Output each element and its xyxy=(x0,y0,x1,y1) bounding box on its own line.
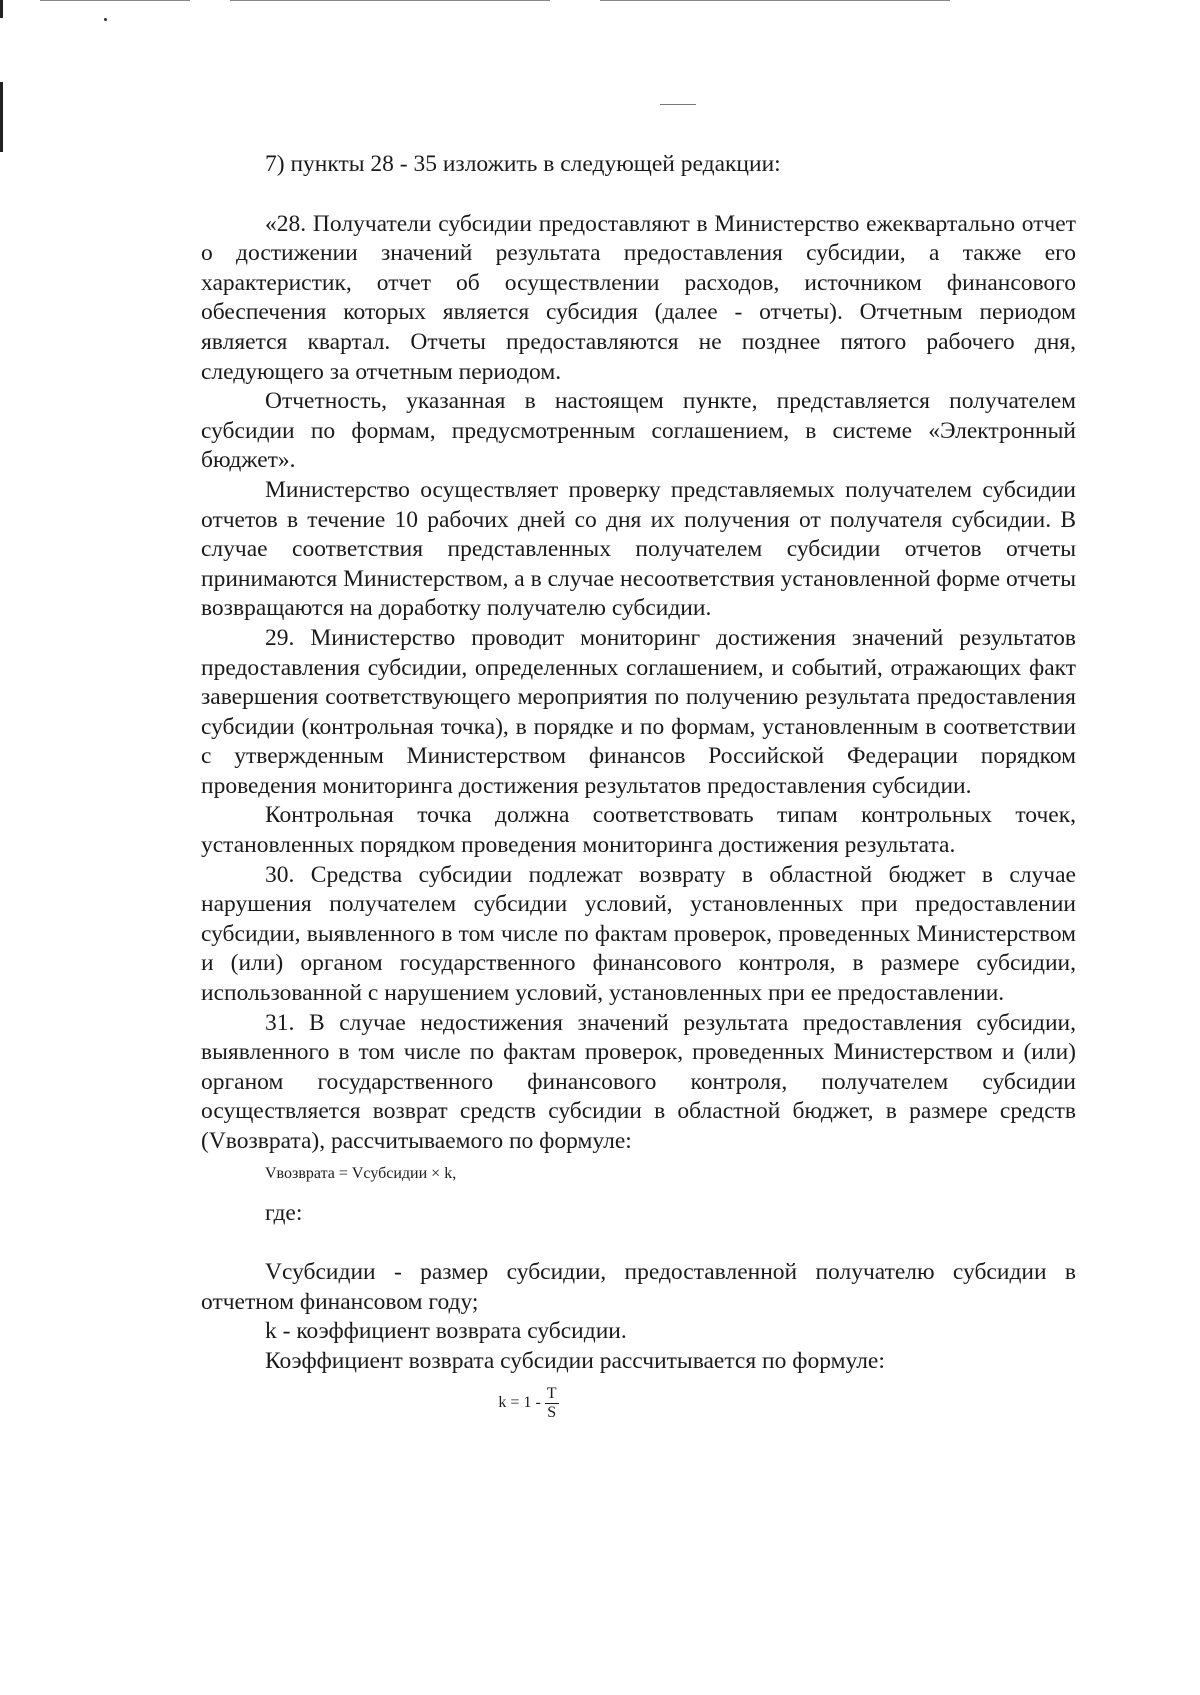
return-volume-formula: Vвозврата = Vсубсидии × k, xyxy=(265,1164,457,1182)
scan-mark xyxy=(660,104,696,105)
document-body xyxy=(201,150,1076,1422)
scan-top-rule xyxy=(600,0,950,1)
return-coefficient-formula xyxy=(201,1385,1076,1422)
formula-fraction xyxy=(545,1385,559,1422)
scan-speck xyxy=(104,18,107,21)
paragraph-30: 30. Средства субсидии подлежат возврату в областной бюджет в случае нарушения получателем субсидии условий, установленных при предоставлении субсидии, выявленного в том числе по фактам проверок, проведенных Министерством и (или) органом государственного финансового контроля, в размере субсидии, использованной с нарушением условий, установленных при ее предоставлении. xyxy=(201,861,1076,1007)
paragraph-29: 29. Министерство проводит мониторинг достижения значений результатов предоставления субсидии, определенных соглашением, и событий, отражающих факт завершения соответствующего мероприятия по получению результата предоставления субсидии (контрольная точка), в порядке и по формам, установленным в соответствии с утвержденным Министерством финансов Российской Федерации порядком проведения мониторинга достижения результатов предоставления субсидии. xyxy=(201,624,1076,799)
scan-edge-mid xyxy=(0,82,3,152)
definition-v-subsidy: Vсубсидии - размер субсидии, предоставленной получателю субсидии в отчетном финансовом году; xyxy=(201,1259,1076,1315)
paragraph-control-point: Контрольная точка должна соответствовать типам контрольных точек, установленных порядком проведения мониторинга достижения результата. xyxy=(201,802,1076,859)
scan-edge-top xyxy=(0,0,3,18)
definition-k: k - коэффициент возврата субсидии. xyxy=(265,1318,627,1345)
fraction-denominator: S xyxy=(547,1403,557,1421)
paragraph-31: 31. В случае недостижения значений результата предоставления субсидии, выявленного в том числе по фактам проверок, проведенных Министерством и (или) органом государственного финансового контроля, получателем субсидии осуществляется возврат средств субсидии в областной бюджет, в размере средств (Vвозврата), рассчитываемого по формуле: xyxy=(201,1009,1076,1154)
fraction-numerator: T xyxy=(546,1384,557,1402)
intro-line: 7) пункты 28 - 35 изложить в следующей редакции: xyxy=(265,151,781,177)
where-label: где: xyxy=(265,1199,303,1226)
scan-top-rule xyxy=(40,0,190,1)
scan-top-rule xyxy=(230,0,550,1)
paragraph-reporting: Отчетность, указанная в настоящем пункте, представляется получателем субсидии по формам, предусмотренным соглашением, в системе «Электронный бюджет». xyxy=(201,388,1076,474)
definition-k-formula-intro: Коэффициент возврата субсидии рассчитывается по формуле: xyxy=(265,1347,885,1374)
paragraph-verification: Министерство осуществляет проверку представляемых получателем субсидии отчетов в течение 10 рабочих дней со дня их получения от получателя субсидии. В случае соответствия представленных получателем субсидии отчетов отчеты принимаются Министерством, а в случае несоответствия установленной форме отчеты возвращаются на доработку получателю субсидии. xyxy=(201,476,1076,622)
formula-lhs: k = 1 - xyxy=(498,1394,541,1412)
paragraph-28: «28. Получатели субсидии предоставляют в Министерство ежеквартально отчет о достижении значений результата предоставления субсидии, а также его характеристик, отчет об осуществлении расходов, источником финансового обеспечения которых является субсидия (далее - отчеты). Отчетным периодом является квартал. Отчеты предоставляются не позднее пятого рабочего дня, следующего за отчетным периодом. xyxy=(201,210,1076,385)
